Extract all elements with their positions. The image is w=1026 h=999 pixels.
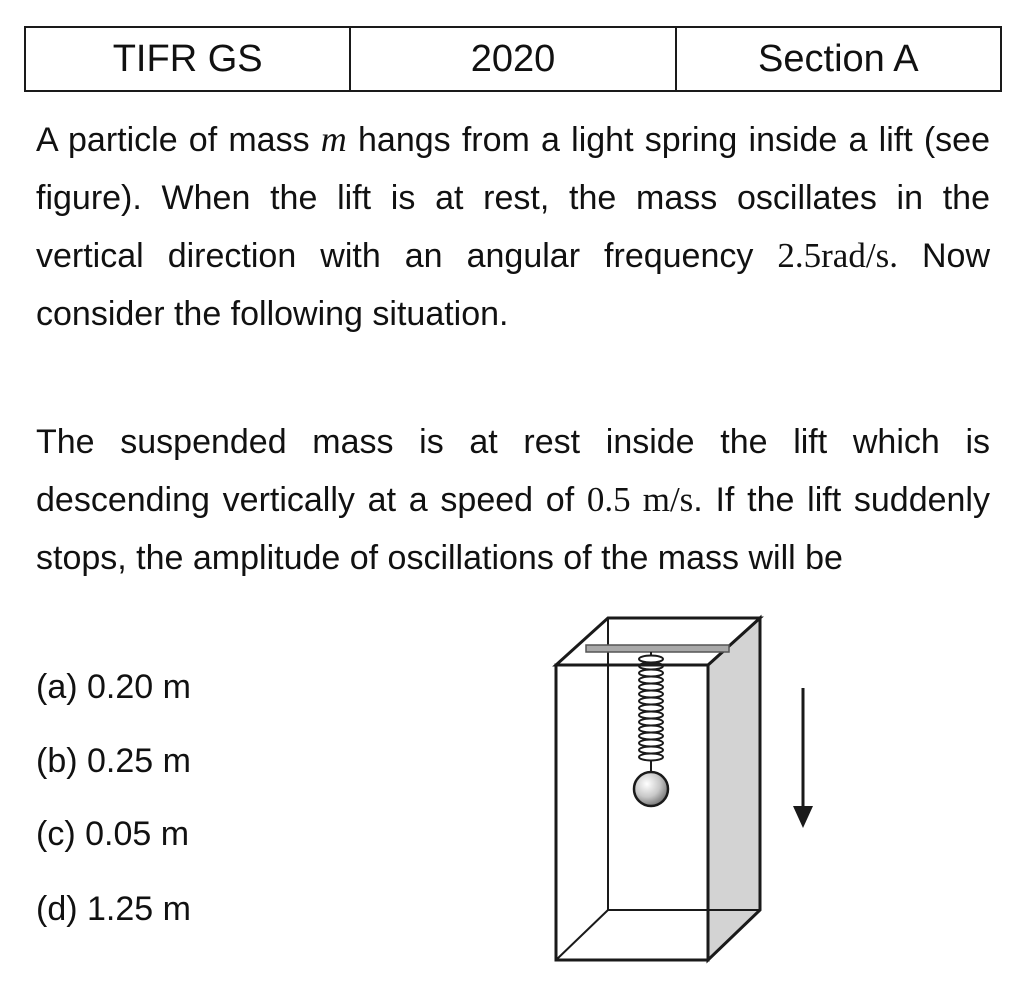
q2-end: . If the lift suddenly stops, the amplitude of oscillations of the mass will be [36, 481, 990, 577]
option-d-label: (d) [36, 890, 78, 928]
frequency-dot: . [889, 236, 898, 275]
q2-start: The suspended mass is at rest inside the lift which is descending vertically at a speed of [36, 423, 990, 519]
spring-icon [639, 652, 663, 772]
mass-symbol: m [320, 119, 347, 159]
option-d-value: 1.25 m [87, 890, 191, 928]
q-intro: A particle of mass [36, 121, 321, 159]
option-b-label: (b) [36, 742, 78, 780]
mass-ball-icon [634, 772, 668, 806]
option-b-value: 0.25 m [87, 742, 191, 780]
q-end: Now consider the following situation. [36, 237, 990, 333]
angular-frequency: 2.5rad/s [777, 236, 890, 275]
lift-speed: 0.5 m/s [586, 480, 694, 519]
option-c-value: 0.05 m [85, 815, 190, 853]
header-section: Section A [676, 27, 1001, 91]
q-middle: hangs from a light spring inside a lift (see figure). When the lift is at rest, the mass oscillates in the vertical direction with an angular frequency [36, 121, 990, 275]
header-year: 2020 [350, 27, 675, 91]
option-a-label: (a) [36, 668, 78, 706]
option-c-label: (c) [36, 815, 76, 853]
down-arrow-icon [793, 688, 813, 828]
header-exam: TIFR GS [25, 27, 350, 91]
option-a-value: 0.20 m [87, 668, 191, 706]
